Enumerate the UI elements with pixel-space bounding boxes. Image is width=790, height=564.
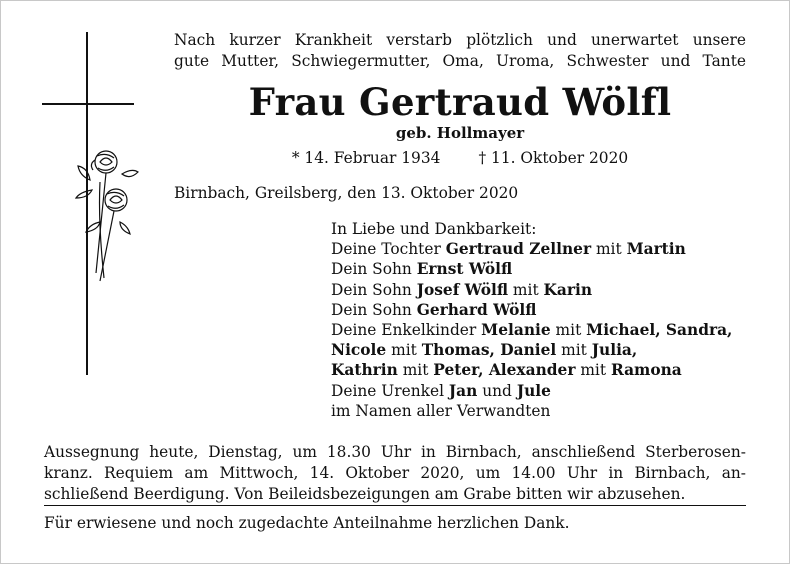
mourner-relation: im Namen aller Verwandten — [331, 401, 551, 420]
place-and-date: Birnbach, Greilsberg, den 13. Oktober 2020 — [174, 184, 519, 202]
funeral-details — [44, 442, 746, 505]
mourner-relation: mit — [556, 341, 592, 360]
mourner-name: Gerhard Wölfl — [416, 300, 537, 319]
mourner-relation: mit — [550, 321, 587, 340]
thanks-text: Für erwiesene und noch zugedachte Anteilnahme herzlichen Dank. — [44, 514, 570, 532]
mourner-line — [331, 280, 751, 300]
funeral-line: Aussegnung heute, Dienstag, um 18.30 Uhr in Birnbach, anschließend Sterberosen- — [44, 443, 746, 461]
life-dates — [174, 148, 746, 168]
mourner-relation: mit — [386, 341, 422, 360]
mourner-name: Jan — [448, 381, 478, 400]
mourner-name: Julia, — [591, 341, 638, 360]
funeral-line: kranz. Requiem am Mittwoch, 14. Oktober 2020, um 14.00 Uhr in Birnbach, an- — [44, 464, 746, 482]
mourner-line — [331, 401, 751, 421]
mourner-relation: Dein Sohn — [331, 300, 417, 319]
mourner-relation: Deine Urenkel — [331, 381, 449, 400]
mourner-relation: mit — [591, 240, 627, 259]
mourner-name: Jule — [516, 381, 551, 400]
intro-line: Nach kurzer Krankheit verstarb plötzlich und unerwartet unsere — [174, 31, 746, 49]
mourner-relation: Deine Enkelkinder — [331, 321, 482, 340]
mourner-name: Martin — [626, 240, 686, 259]
mourner-relation: Dein Sohn — [331, 280, 417, 299]
roses-illustration-icon — [70, 142, 142, 282]
mourner-relation: mit — [575, 361, 611, 380]
mourners-list — [331, 219, 751, 421]
mourner-name: Ernst Wölfl — [416, 260, 513, 279]
mourner-relation: Deine Tochter — [331, 240, 446, 259]
mourner-name: Karin — [543, 280, 593, 299]
mourner-relation: und — [477, 381, 517, 400]
mourner-name: Ramona — [610, 361, 682, 380]
mourner-relation: mit — [508, 280, 544, 299]
mourner-line — [331, 259, 751, 279]
mourners-heading: In Liebe und Dankbarkeit: — [331, 220, 537, 238]
divider-line — [44, 505, 746, 506]
mourner-name: Melanie — [481, 321, 551, 340]
mourner-line — [331, 320, 751, 340]
mourner-name: Peter, Alexander — [433, 361, 576, 380]
maiden-name: geb. Hollmayer — [395, 124, 525, 142]
mourner-relation: Dein Sohn — [331, 260, 417, 279]
mourner-name: Kathrin — [331, 361, 398, 380]
funeral-line: schließend Beerdigung. Von Beileidsbezeigungen am Grabe bitten wir abzusehen. — [44, 485, 686, 503]
deceased-name: Frau Gertraud Wölfl — [248, 80, 672, 124]
mourner-line — [331, 381, 751, 401]
mourner-line — [331, 239, 751, 259]
mourner-line — [331, 340, 751, 360]
mourner-relation: mit — [397, 361, 434, 380]
mourner-lines — [331, 239, 751, 421]
mourner-line — [331, 300, 751, 320]
death-date: † 11. Oktober 2020 — [478, 149, 629, 167]
mourner-name: Gertraud Zellner — [445, 240, 592, 259]
intro-line: gute Mutter, Schwiegermutter, Oma, Uroma, Schwester und Tante — [174, 52, 746, 70]
birth-date: * 14. Februar 1934 — [291, 149, 441, 167]
mourner-name: Nicole — [331, 341, 387, 360]
mourner-name: Thomas, Daniel — [421, 341, 557, 360]
cross-horizontal-bar — [42, 103, 134, 105]
mourner-name: Josef Wölfl — [416, 280, 509, 299]
mourner-line — [331, 360, 751, 380]
intro-text — [174, 30, 746, 72]
mourner-name: Michael, Sandra, — [586, 321, 733, 340]
